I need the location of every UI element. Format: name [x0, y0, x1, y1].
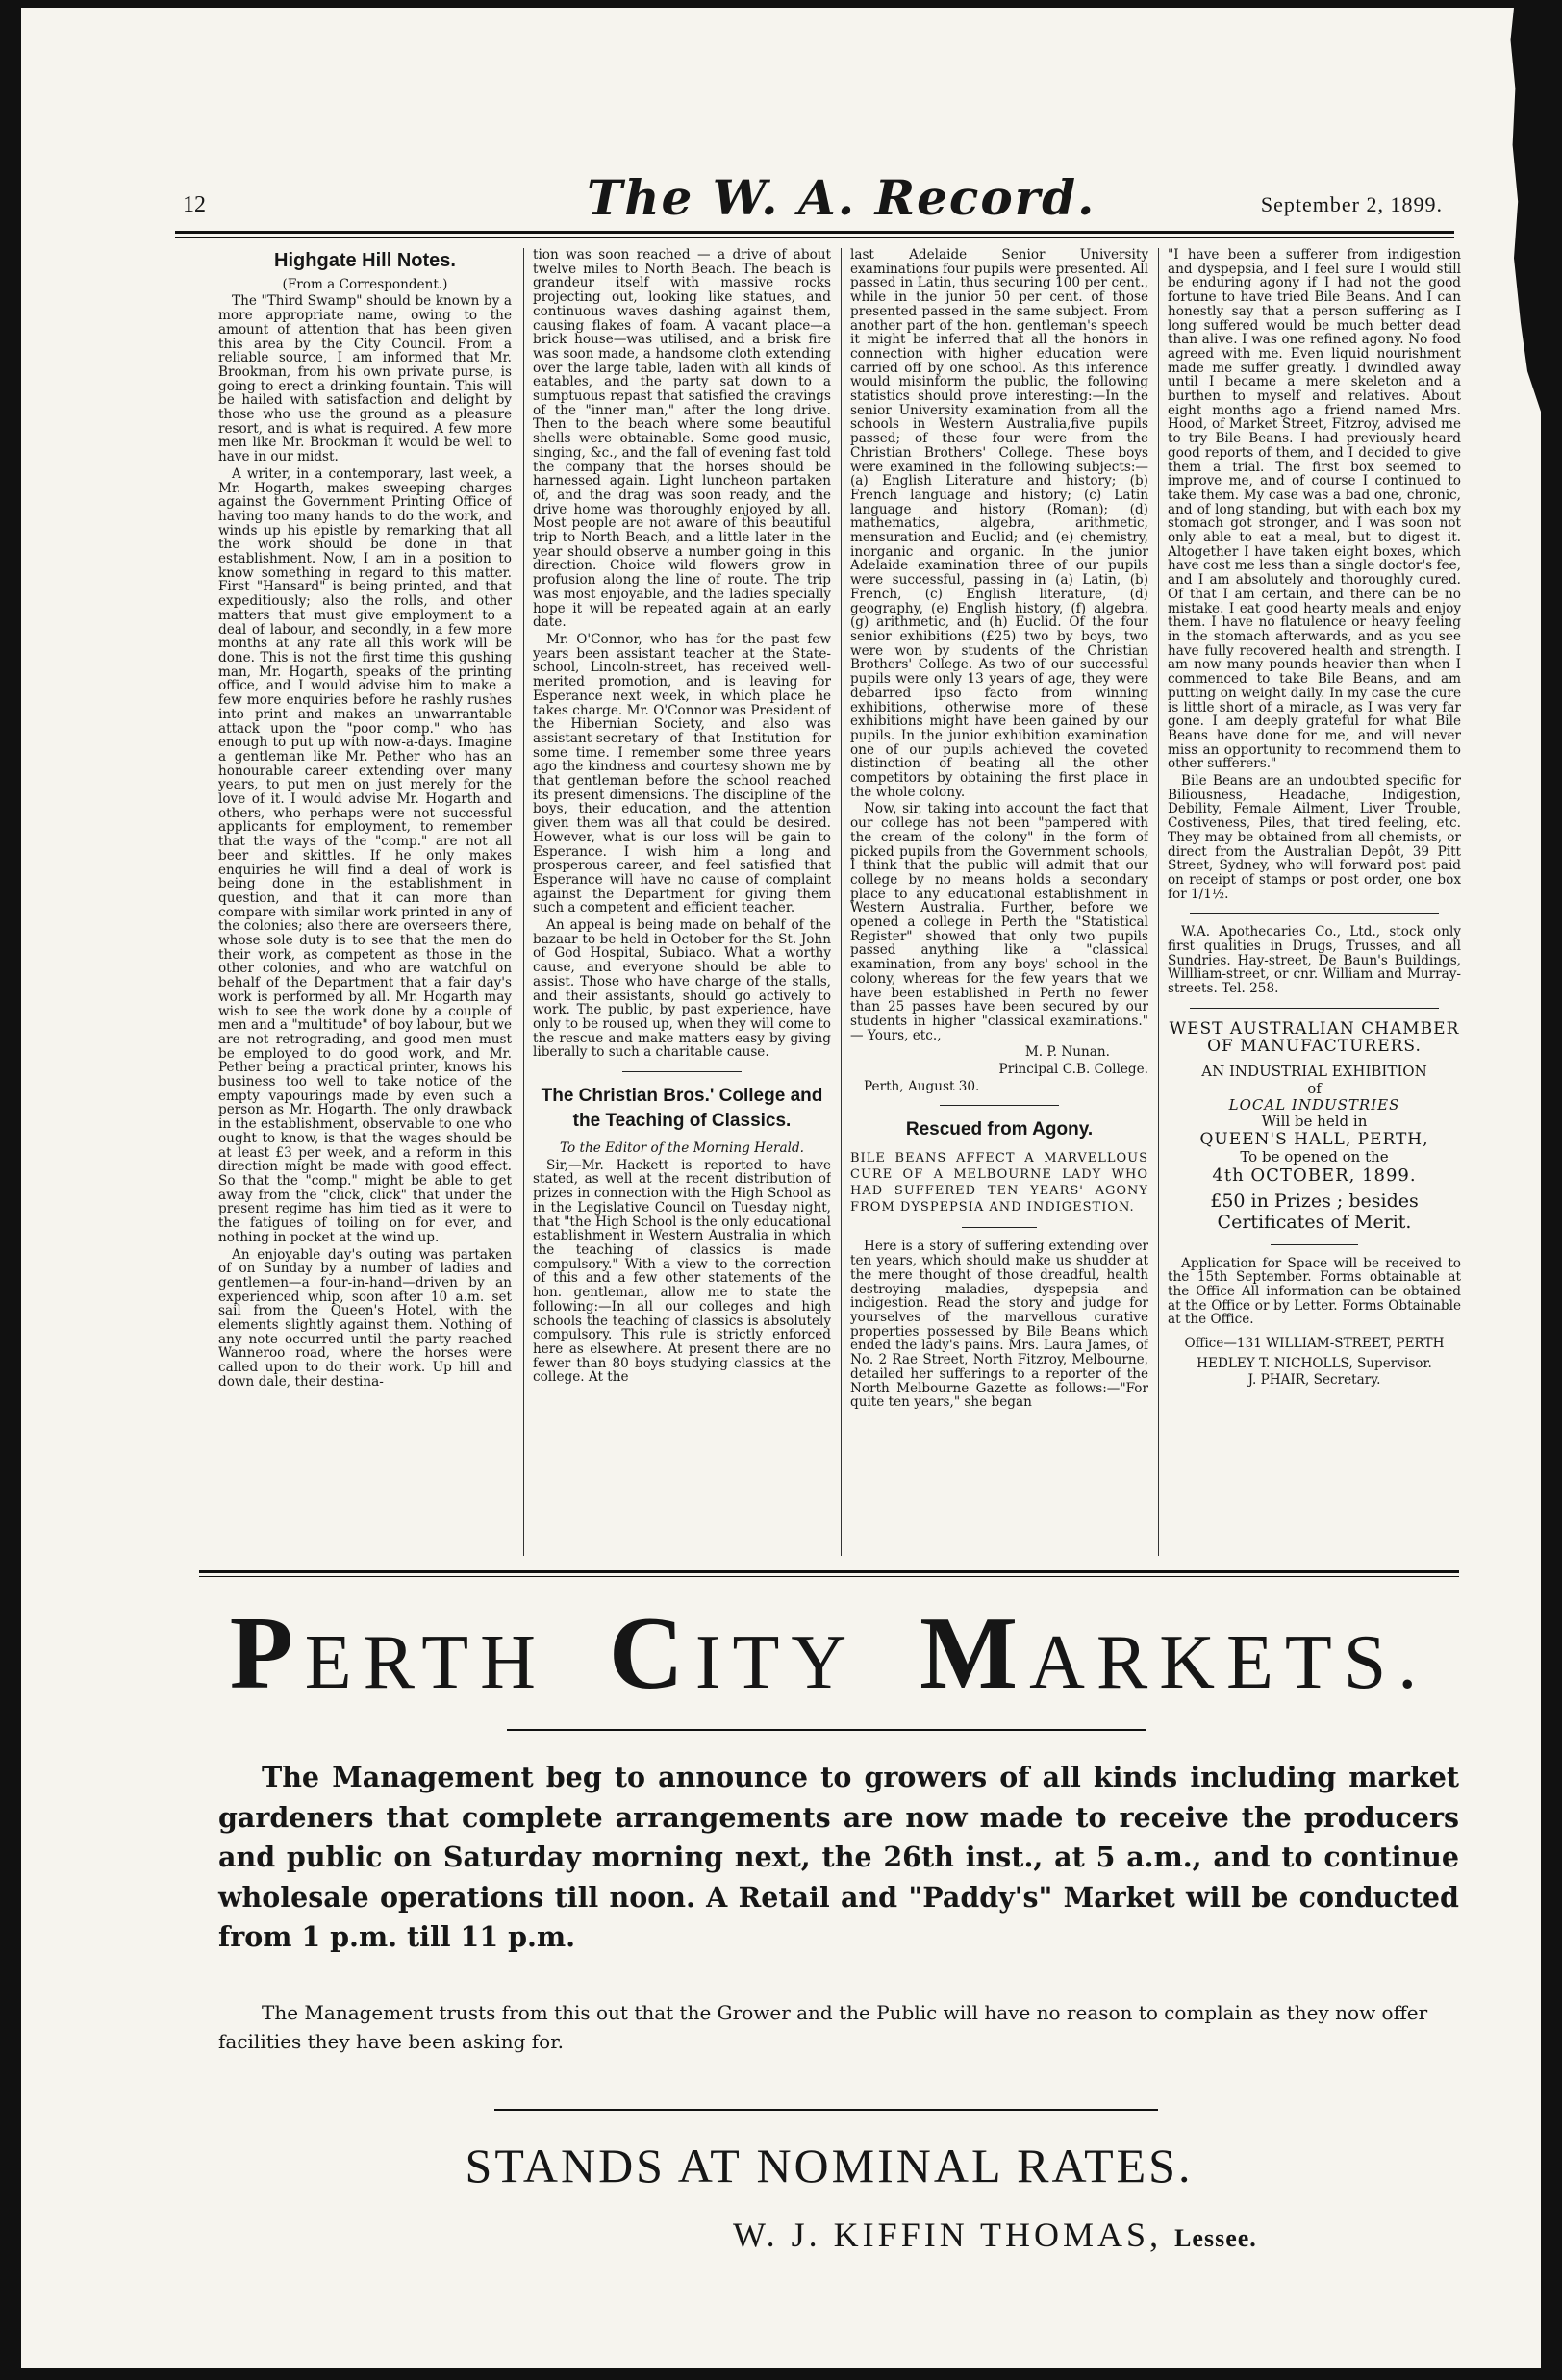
section-rule: [1190, 1008, 1439, 1009]
lessee-name: W. J. KIFFIN THOMAS,: [733, 2216, 1163, 2254]
title-underline: [507, 1729, 1146, 1731]
title-word: ARKETS.: [1029, 1620, 1429, 1705]
column-4: [1168, 248, 1461, 1570]
highgate-heading: Highgate Hill Notes.: [274, 250, 456, 271]
title-cap: P: [229, 1596, 305, 1711]
ad-heading: WEST AUSTRALIAN CHAMBER OF MANUFACTURERS.: [1169, 1018, 1460, 1056]
section-rule: [1271, 1244, 1359, 1245]
ad-line: To be opened on the: [1240, 1147, 1389, 1165]
signature: M. P. Nunan.: [1024, 1044, 1110, 1061]
paragraph: Sir,—Mr. Hackett is reported to have stated, as well at the recent distribution of prizes in connection with the High School as in the Legislative Council on Tuesday night, that "the High School is the only educational establishment in Western Australia in which the teaching of classics is made compulsory." With a view to the correction of this and a few other statements of the hon. gentleman, allow me to state the following:—In all our colleges and high schools the teaching of classics is absolutely compulsory. This rule is strictly enforced here as elsewhere. At present there are no fewer than 80 boys studying classics at the college. At the: [533, 1157, 831, 1386]
ad-supervisor: HEDLEY T. NICHOLLS, Supervisor.: [1197, 1355, 1432, 1371]
section-rule: [622, 1071, 742, 1072]
paragraph: Here is a story of suffering extending over ten years, which should make us shudder at the mere thought of those dreadful, health destroying maladies, dyspepsia and indigestion. Read the story and judge for yourselves of the marvellous curative properties possessed by Bile Beans which ended the lady's pains. Mrs. Laura James, of No. 2 Rae Street, North Fitzroy, Melbourne, detailed her sufferings to a reporter of the North Melbourne Gazette as follows:—"For quite ten years," she began: [850, 1239, 1148, 1411]
dateline: Perth, August 30.: [864, 1078, 980, 1094]
ad-office: Office—131 WILLIAM-STREET, PERTH: [1184, 1336, 1445, 1352]
markets-trust: The Management trusts from this out that the Grower and the Public will have no reason to complain as they now offer facilities they have been asking for.: [218, 2001, 1428, 2053]
apothecaries-ad: W.A. Apothecaries Co., Ltd., stock only first qualities in Drugs, Trusses, and all Sundries. Hay-street, De Baun's Buildings, Willliam-street, or cnr. William and Murray-streets. Tel. 258.: [1168, 924, 1461, 997]
exhibition-ad: [1168, 1020, 1461, 1388]
title-cap: C: [608, 1596, 695, 1711]
paragraph: "I have been a sufferer from indigestion and dyspepsia, and I feel sure I would still be enduring agony if I had not the good fortune to have tried Bile Beans. And I can honestly say that a person suffering as I long suffered would be much better dead than alive. I was one refined agony. No food agreed with me. Even liquid nourishment made me suffer greatly. I dwindled away until I became a mere skeleton and a burthen to myself and relatives. About eight months ago a friend named Mrs. Hood, of Market Street, Fitzroy, advised me to try Bile Beans. I had previously heard good reports of them, and I decided to give them a trial. The first box seemed to improve me, and of course I continued to take them. My case was a bad one, chronic, and of long standing, but with each box my stomach got stronger, and I was soon not only able to eat a meal, but to digest it. Altogether I have taken eight boxes, which have cost me less than a single doctor's fee, and I am absolutely and thoroughly cured. Of that I am certain, and there can be no mistake. I eat good hearty meals and enjoy them. I have no flatulence or heavy feeling in the stomach afterwards, and as you see have fully recovered health and strength. I am now many pounds heavier than when I commenced to take Bile Beans, and am putting on weight daily. In my case the cure is little short of a miracle, as I was very far gone. I am deeply grateful for what Bile Beans have done for me, and will never miss an opportunity to recommend them to other sufferers.": [1168, 248, 1461, 772]
column-2: [533, 248, 831, 1570]
markets-announcement: The Management beg to announce to growers of all kinds including market gardeners that complete arrangements are now made to receive the producers and public on Saturday morning next, the 26th inst., at 5 a.m., and to continue wholesale operations till noon. A Retail and "Paddy's" Market will be conducted from 1 p.m. till 11 p.m.: [218, 1761, 1459, 1953]
ad-venue: QUEEN'S HALL, PERTH,: [1199, 1129, 1429, 1149]
byline: (From a Correspondent.): [282, 276, 448, 292]
ad-line: AN INDUSTRIAL EXHIBITION: [1201, 1062, 1427, 1080]
paragraph: An appeal is being made on behalf of the bazaar to be held in October for the St. John of God Hospital, Subiaco. What a worthy cause, and everyone should be able to assist. Those who have charge of the stalls, and their assistants, should go actively to work. The public, by past experience, have only to be roused up, when they will come to the rescue and make matters easy by giving liberally to such a charitable cause.: [533, 917, 831, 1061]
ad-line: Will be held in: [1261, 1112, 1368, 1130]
lessee-line: [733, 2215, 1257, 2255]
issue-date: September 2, 1899.: [1260, 192, 1443, 216]
ad-line: LOCAL INDUSTRIES: [1228, 1095, 1400, 1114]
markets-title: [199, 1594, 1459, 1714]
paragraph: Now, sir, taking into account the fact that our college has not been "pampered with the cream of the colony" in the form of picked pupils from the Government schools, I think that the public will admit that our college by no means holds a secondary place to any educational establishment in Western Australia. Further, before we opened a college in Perth the "Statistical Register" showed that only two pupils passed anything like a "classical examination, from any boys' school in the colony, whereas for the few years that we have been established in Perth no fewer than 25 passes have been secured by our students in higher "classical examinations." — Yours, etc.,: [850, 801, 1148, 1043]
newspaper-title: The W. A. Record.: [587, 169, 1096, 226]
stands-line: STANDS AT NOMINAL RATES.: [465, 2139, 1194, 2192]
masthead: [183, 169, 1443, 227]
paragraph: Mr. O'Connor, who has for the past few years been assistant teacher at the State-school, Lincoln-street, has received well-merited promotion, and is leaving for Esperance next week, in which place he takes charge. Mr. O'Connor was President of the Hibernian Society, and also was assistant-secretary of that Institution for some time. I remember some three years ago the kindness and courtesy shown me by that gentleman before the school reached its present dimensions. The discipline of the boys, their education, and the attention given them was all that could be desired. However, what is our loss will be gain to Esperance. I wish him a long and prosperous career, and feel satisfied that Esperance will have no cause of complaint against the Department for giving them such a competent and efficient teacher.: [533, 631, 831, 916]
ad-secretary: J. PHAIR, Secretary.: [1247, 1372, 1381, 1389]
page-number: 12: [183, 192, 206, 217]
column-divider: [523, 248, 524, 1556]
column-1: [218, 248, 512, 1570]
section-rule: [962, 1227, 1037, 1228]
caps-subheading: BILE BEANS AFFECT A MARVELLOUS CURE OF A MELBOURNE LADY WHO HAD SUFFERED TEN YEARS' AGONY FROM DYSPEPSIA AND INDIGESTION.: [850, 1151, 1148, 1215]
ad-line: of: [1307, 1079, 1322, 1097]
section-rule: [1190, 913, 1439, 914]
paragraph: Bile Beans are an undoubted specific for Biliousness, Headache, Indigestion, Debility, Female Ailment, Liver Trouble, Costiveness, Piles, that tired feeling, etc. They may be obtained from all chemists, or direct from the Australian Depôt, 39 Pitt Street, Sydney, who will forward post paid on receipt of stamps or post order, one box for 1/1½.: [1168, 773, 1461, 902]
title-word: ERTH: [304, 1620, 547, 1705]
markets-top-rule: [199, 1570, 1459, 1577]
paragraph: tion was soon reached — a drive of about twelve miles to North Beach. The beach is grandeur itself with massive rocks projecting out, looking like statues, and continuous waves dashing against them, causing flakes of foam. A vacant place—a brick house—was utilised, and a brisk fire was soon made, a handsome cloth extending over the large table, laden with all kinds of eatables, and the party sat down to a sumptuous repast that satisfied the cravings of the "inner man," after the long drive. Then to the beach where some beautiful shells were obtainable. Some good music, singing, &c., and the fall of evening fast told the company that the horses should be harnessed again. Light luncheon partaken of, and the drag was soon ready, and the drive home was thoroughly enjoyed by all. Most people are not aware of this beautiful trip to North Beach, and a little later in the year should observe a number going in this direction. Choice wild flowers grow in profusion along the line of route. The trip was most enjoyable, and the ladies specially hope it will be repeated again at an early date.: [533, 248, 831, 631]
column-3: [850, 248, 1148, 1570]
paragraph: last Adelaide Senior University examinations four pupils were presented. All passed in Latin, thus securing 100 per cent., while in the junior 50 per cent. of those presented passed in the same subject. From another part of the hon. gentleman's speech it might be inferred that all the honors in connection with higher education were carried off by one school. As this inference would misinform the public, the following statistics should prove interesting:—In the senior University examination from all the schools in Western Australia,five pupils passed; of these four were from the Christian Brothers' College. These boys were examined in the following subjects:—(a) English Literature and history; (b) French language and history; (c) Latin language and history (Roman); (d) mathematics, algebra, arithmetic, mensuration and Euclid; and (e) chemistry, inorganic and organic. In the junior Adelaide examination three of our pupils were successful, passing in (a) Latin, (b) French, (c) English literature, (d) geography, (e) English history, (f) algebra, (g) arithmetic, and (h) Euclid. Of the four senior exhibitions (£25) two by boys, two were won by students of the Christian Brothers' College. As two of our successful pupils were only 13 years of age, they were debarred ipso facto from winning exhibitions, otherwise more of these exhibitions might have been gained by our pupils. In the junior exhibition examination one of our pupils achieved the coveted distinction of beating all the other competitors by obtaining the first place in the whole colony.: [850, 248, 1148, 800]
masthead-rule: [175, 231, 1454, 238]
column-divider: [1158, 248, 1159, 1556]
stands-rule: [494, 2109, 1158, 2111]
college-heading: The Christian Bros.' College and the Teaching of Classics.: [541, 1086, 823, 1132]
torn-edge: [1474, 8, 1541, 412]
paragraph: Application for Space will be received to the 15th September. Forms obtainable at the Office All information can be obtained at the Office or by Letter. Forms Obtainable at the Office.: [1168, 1255, 1461, 1328]
column-divider: [841, 248, 842, 1556]
lessee-word: Lessee.: [1174, 2224, 1257, 2252]
newspaper-page: [21, 8, 1541, 2368]
paragraph: A writer, in a contemporary, last week, a Mr. Hogarth, makes sweeping charges against the Government Printing Office of having too many hands to do the work, and winds up his epistle by remarking that all the work should be done in that establishment. Now, I am in a position to know something in regard to this matter. First "Hansard" is being printed, and that expeditiously; also the rolls, and other matters that must give employment to a deal of labour, and secondly, in a few more months at any rate all this work will be done. This is not the first time this gushing man, Mr. Hogarth, speaks of the printing office, and I would advise him to make a few more enquiries before he rashly rushes into print and makes an unwarrantable attack upon the "poor comp." who has enough to put up with now-a-days. Imagine a gentleman like Mr. Pether who has an honourable career extending over many years, to put men on just merely for the love of it. I would advise Mr. Hogarth and others, who perhaps were not successful applicants for employment, to remember that the ways of the "comp." are not all beer and skittles. If he only makes enquiries he will find a deal of work is being done in the establishment in question, and that it can more than compare with similar work printed in any of the colonies; also there are overseers there, whose sole duty is to see that the men do their work, as competent as those in the other colonies, and who are watchful on behalf of the Department that a fair day's work is performed by all. Mr. Hogarth may wish to see the work done by a couple of men and a "multitude" of boy labour, but we are not retrograding, and good men must be employed to do good work, and Mr. Pether being a practical printer, knows his business too well to take notice of the empty vapourings made by even such a person as Mr. Hogarth. The only drawback in the establishment, observable to one who ought to know, is that the wages should be at least £3 per week, and a reform in this direction might be made with good effect. So that the "comp." might be able to get away from the "click, click" that under the present regime has him tied as it were to the fatigues of toiling on for ever, and nothing in pocket at the wind up.: [218, 465, 512, 1245]
section-rule: [940, 1105, 1059, 1106]
to-editor: To the Editor of the Morning Herald.: [559, 1140, 804, 1157]
title-cap: M: [920, 1596, 1030, 1711]
rescued-heading: Rescued from Agony.: [905, 1119, 1094, 1140]
ad-prize: £50 in Prizes ; besides Certificates of Merit.: [1210, 1190, 1419, 1233]
signature-title: Principal C.B. College.: [998, 1062, 1148, 1078]
title-word: ITY: [694, 1620, 859, 1705]
paragraph: The "Third Swamp" should be known by a more appropriate name, owing to the amount of attention that has been given this area by the City Council. From a reliable source, I am informed that Mr. Brookman, from his own private purse, is going to erect a drinking fountain. This will be hailed with satisfaction and delight by those who use the ground as a pleasure resort, and is what is required. A few more men like Mr. Brookman it would be well to have in our midst.: [218, 293, 512, 465]
ad-date: 4th OCTOBER, 1899.: [1212, 1165, 1417, 1186]
paragraph: An enjoyable day's outing was partaken of on Sunday by a number of ladies and gentlemen—a four-in-hand—driven by an experienced whip, soon after 10 a.m. set sail from the Queen's Hotel, with the elements slightly against them. Nothing of any note occurred until the party reached Wanneroo road, where the horses were called upon to do their work. Up hill and down dale, their destina-: [218, 1246, 512, 1390]
